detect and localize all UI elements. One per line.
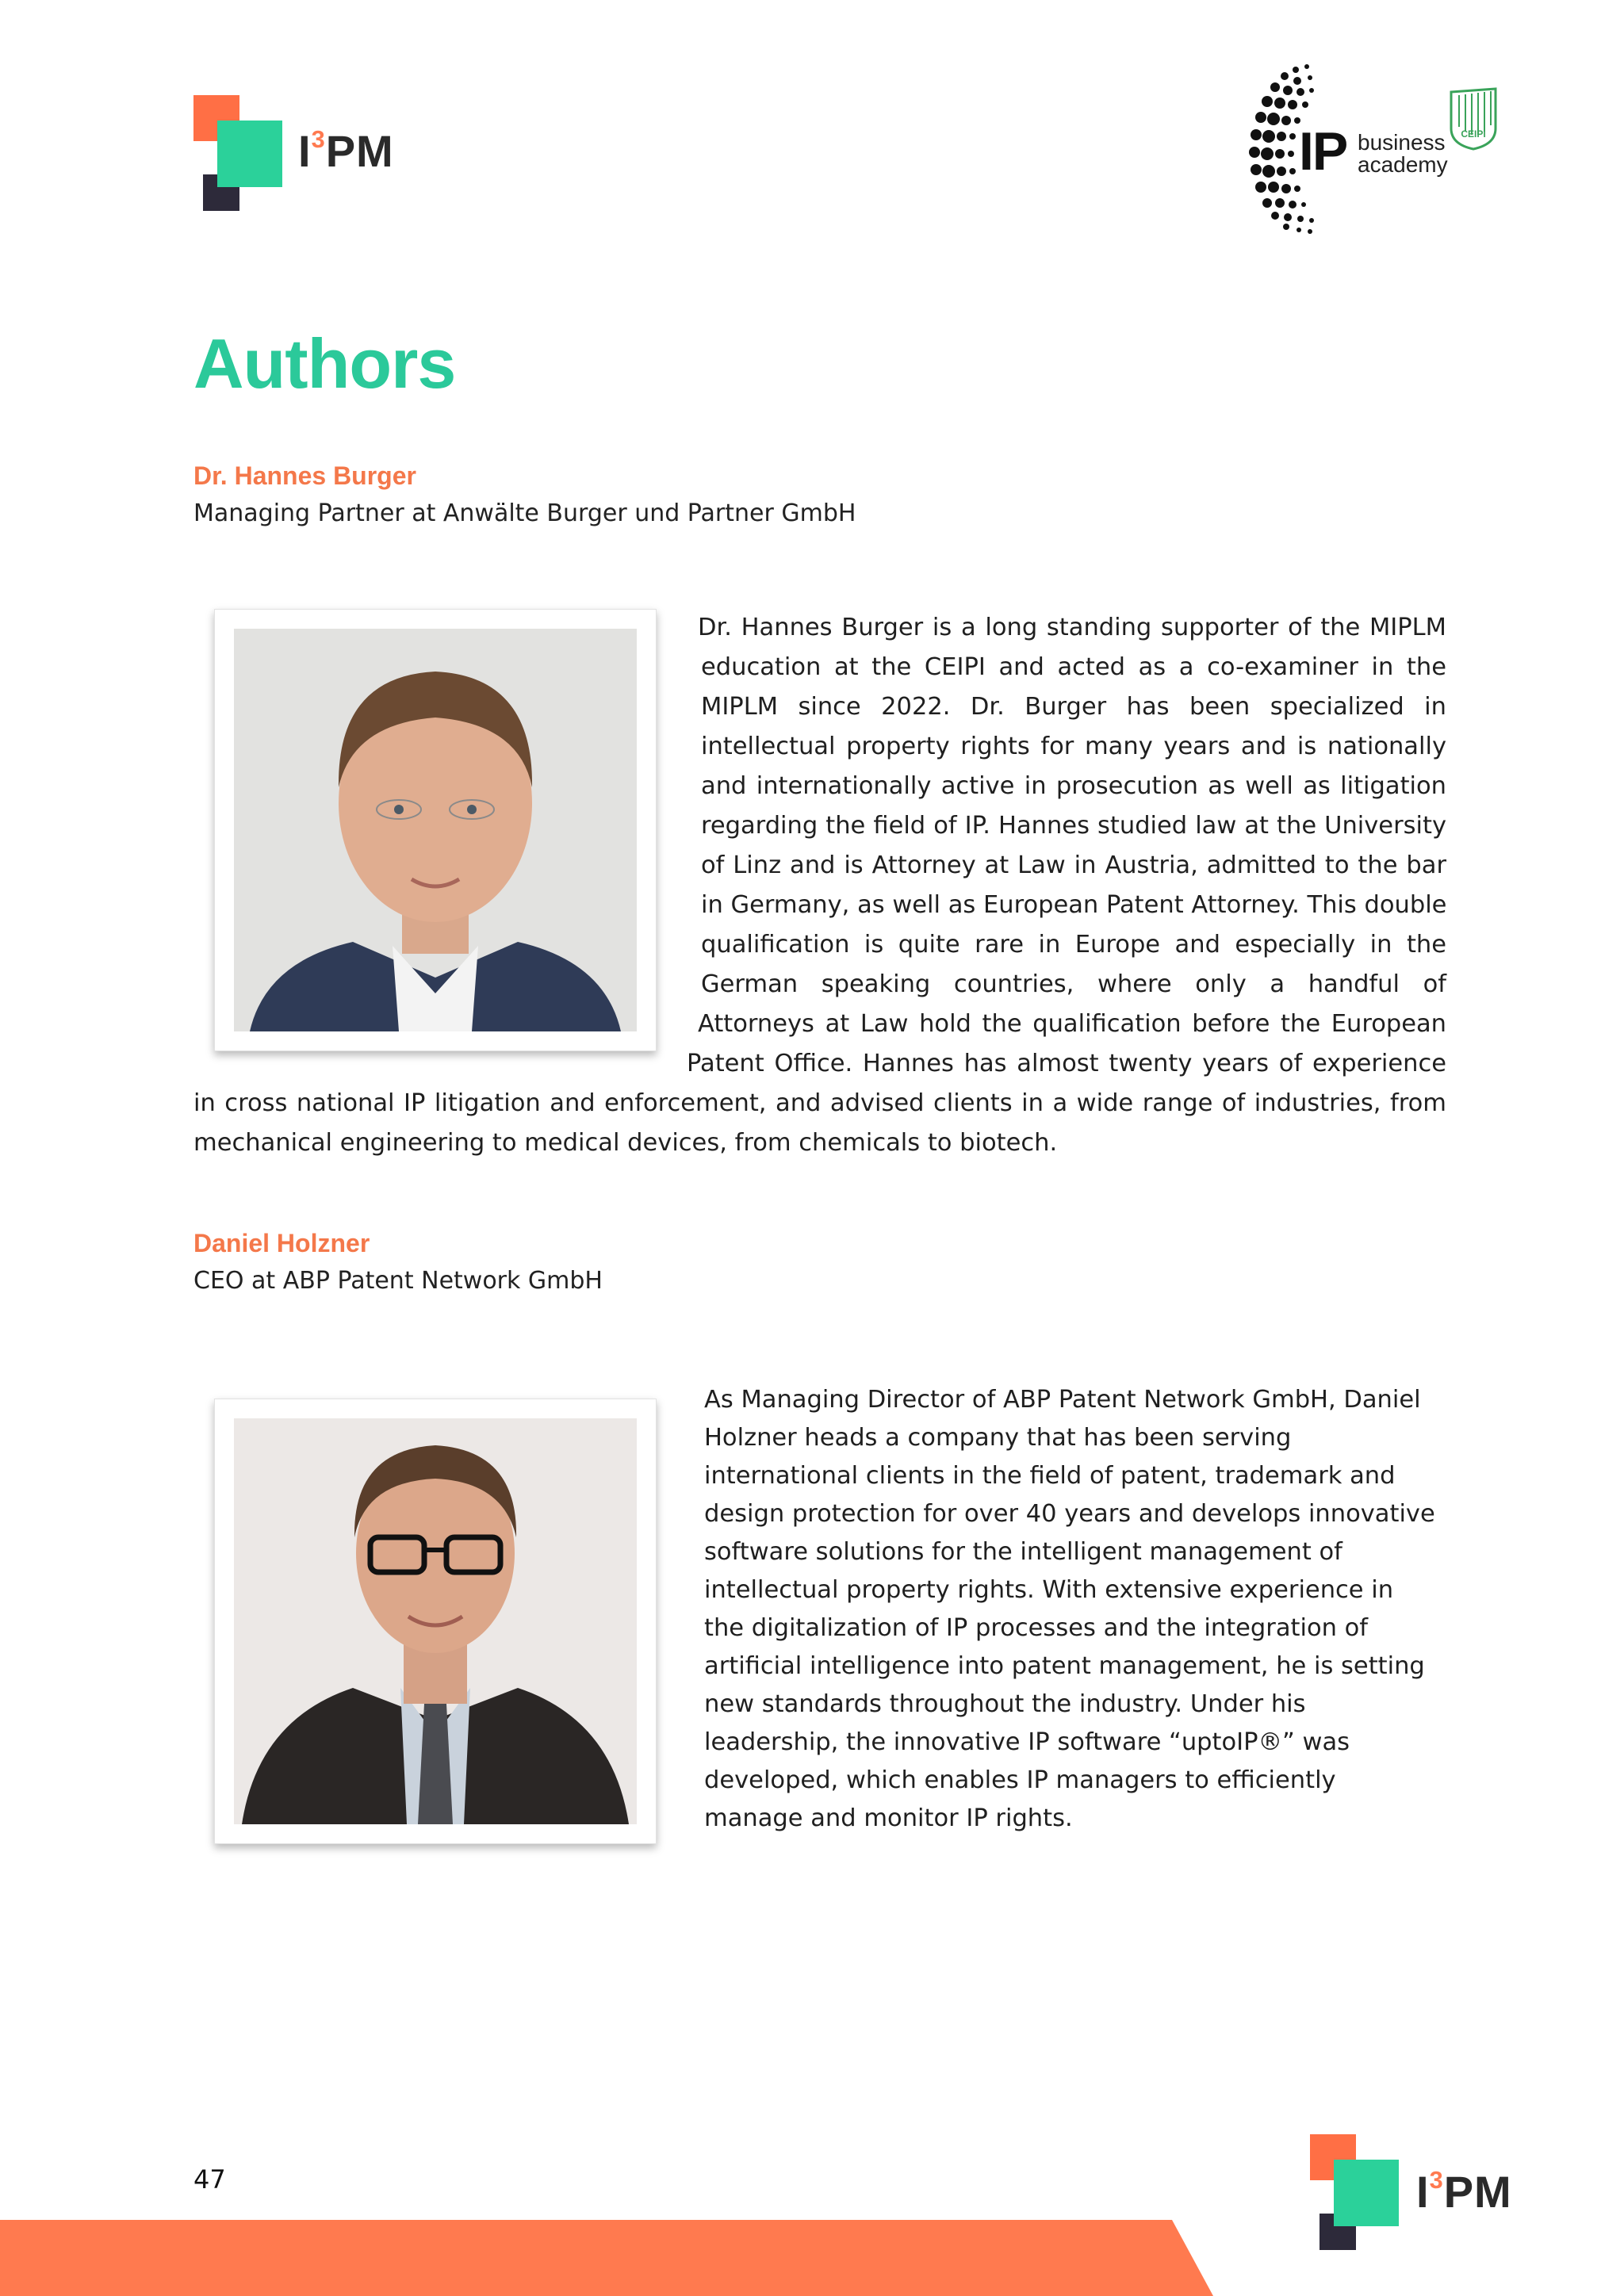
logo-wordmark: $I^3PM$	[1416, 2166, 1512, 2217]
bio-line: education at the CEIPI and acted as a co-examiner in the	[701, 653, 1446, 681]
bio-line: new standards throughout the industry. Under his	[704, 1690, 1306, 1718]
bio-line: design protection for over 40 years and develops innovative	[704, 1500, 1435, 1528]
bio-line: manage and monitor IP rights.	[704, 1804, 1073, 1832]
author-bio	[704, 1381, 1450, 1838]
bio-line: Patent Office. Hannes has almost twenty years of experience	[687, 1050, 1446, 1077]
author-photo-burger	[214, 609, 657, 1051]
footer-orange-bar	[0, 2220, 1221, 2296]
bio-line: international clients in the field of patent, trademark and	[704, 1462, 1396, 1490]
ip-business-academy-logo	[1247, 59, 1508, 241]
ceipi-badge-text: CEIPI	[1461, 128, 1486, 140]
bio-line: MIPLM since 2022. Dr. Burger has been specialized in	[701, 693, 1446, 721]
bio-line: mechanical engineering to medical devices, from chemicals to biotech.	[193, 1129, 1058, 1157]
bio-line: software solutions for the intelligent management of	[704, 1538, 1342, 1566]
logo-academy-text: academy	[1358, 152, 1448, 177]
bio-line: and internationally active in prosecution as well as litigation	[701, 772, 1446, 800]
bio-line: intellectual property rights for many years and is nationally	[701, 733, 1446, 760]
portrait-image	[234, 1418, 637, 1824]
logo-square-green	[217, 121, 282, 187]
bio-line: the digitalization of IP processes and the integration of	[704, 1614, 1369, 1642]
author-photo-holzner	[214, 1399, 657, 1844]
bio-line: qualification is quite rare in Europe and especially in the	[701, 931, 1446, 959]
bio-line: in cross national IP litigation and enforcement, and advised clients in a wide range of industries, from	[193, 1089, 1446, 1117]
bio-line: in Germany, as well as European Patent Attorney. This double	[701, 891, 1447, 919]
logo-wordmark: $I^3PM$	[298, 125, 394, 176]
bio-line: Attorneys at Law hold the qualification before the European	[698, 1010, 1446, 1038]
author-role: CEO at ABP Patent Network GmbH	[193, 1267, 603, 1295]
bio-line: Dr. Hannes Burger is a long standing supporter of the MIPLM	[698, 614, 1446, 641]
bio-line: As Managing Director of ABP Patent Network GmbH, Daniel	[704, 1386, 1421, 1414]
bio-line: German speaking countries, where only a handful of	[701, 970, 1446, 998]
bio-line: developed, which enables IP managers to efficiently	[704, 1766, 1336, 1794]
bio-line: regarding the field of IP. Hannes studied law at the University	[701, 812, 1446, 840]
bio-line: Holzner heads a company that has been serving	[704, 1424, 1292, 1452]
page-number: 47	[193, 2164, 226, 2195]
author-name: Daniel Holzner	[193, 1229, 370, 1257]
portrait-image	[234, 629, 637, 1031]
ceipi-shield-icon	[1448, 87, 1499, 151]
bio-line: intellectual property rights. With extensive experience in	[704, 1576, 1394, 1604]
i3pm-logo-footer	[1310, 2134, 1524, 2253]
logo-ip-text: IP	[1299, 121, 1347, 182]
bio-line: leadership, the innovative IP software “uptoIP®” was	[704, 1728, 1350, 1756]
author-role: Managing Partner at Anwälte Burger und Partner GmbH	[193, 499, 856, 527]
bio-line: artificial intelligence into patent management, he is setting	[704, 1652, 1425, 1680]
logo-square-green	[1334, 2160, 1399, 2226]
logo-business-text: business	[1358, 130, 1446, 155]
bio-line: of Linz and is Attorney at Law in Austria, admitted to the bar	[701, 851, 1446, 879]
i3pm-logo-header	[193, 95, 408, 214]
page-title: Authors	[193, 324, 456, 403]
author-name: Dr. Hannes Burger	[193, 461, 416, 490]
